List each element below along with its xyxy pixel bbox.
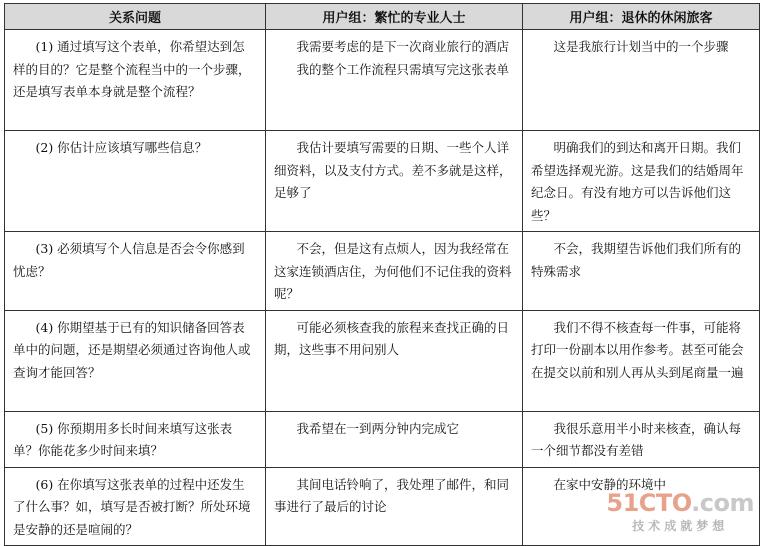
- busy-answer-cell: 我希望在一到两分钟内完成它: [266, 411, 523, 467]
- busy-answer-cell: 我需要考虑的是下一次商业旅行的酒店 我的整个工作流程只需填写完这张表单: [266, 30, 523, 131]
- header-busy-professional: 用户组：繁忙的专业人士: [266, 4, 523, 30]
- table-row: [5, 30, 760, 131]
- header-retired-traveler: 用户组：退休的休闲旅客: [523, 4, 760, 30]
- question-cell: (1) 通过填写这个表单，你希望达到怎样的目的？它是整个流程当中的一个步骤，还是填写表单本身就是整个流程？: [5, 30, 266, 131]
- table-row: [5, 131, 760, 232]
- busy-answer-cell: 可能必须核查我的旅程来查找正确的日期，这些事不用问别人: [266, 310, 523, 411]
- watermark-logo: [606, 491, 754, 515]
- table-row: [5, 310, 760, 411]
- retired-answer-cell: 明确我们的到达和离开日期。我们希望选择观光游。这是我们的结婚周年纪念日。有没有地方可以告诉他们这些？: [523, 131, 760, 232]
- busy-answer-cell: 其间电话铃响了，我处理了邮件，和同事进行了最后的讨论: [266, 467, 523, 546]
- watermark-logo-domain: .com: [691, 489, 754, 517]
- table-header-row: [5, 4, 760, 30]
- retired-answer-cell: 我很乐意用半小时来核查，确认每一个细节都没有差错: [523, 411, 760, 467]
- table-row: [5, 411, 760, 467]
- busy-answer-cell: 不会，但是这有点烦人，因为我经常在这家连锁酒店住，为何他们不记住我的资料呢？: [266, 232, 523, 311]
- watermark-tagline: 技术成就梦想: [632, 519, 729, 533]
- question-cell: (6) 在你填写这张表单的过程中还发生了什么事？如，填写是否被打断？所处环境是安静的还是喧闹的？: [5, 467, 266, 546]
- retired-answer-cell: 在家中安静的环境中: [523, 467, 760, 546]
- header-question: 关系问题: [5, 4, 266, 30]
- retired-answer-cell: 我们不得不核查每一件事，可能将打印一份副本以用作参考。甚至可能会在提交以前和别人再从头到尾商量一遍: [523, 310, 760, 411]
- table-row: [5, 232, 760, 311]
- requirements-table: [4, 3, 760, 546]
- watermark-logo-brand: 51CTO: [606, 489, 692, 517]
- site-watermark: [606, 491, 754, 534]
- question-cell: (5) 你预期用多长时间来填写这张表单？你能花多少时间来填？: [5, 411, 266, 467]
- retired-answer-cell: 不会，我期望告诉他们我们所有的特殊需求: [523, 232, 760, 311]
- retired-answer-cell: 这是我旅行计划当中的一个步骤: [523, 30, 760, 131]
- question-cell: (2) 你估计应该填写哪些信息？: [5, 131, 266, 232]
- question-cell: (4) 你期望基于已有的知识储备回答表单中的问题，还是期望必须通过咨询他人或查询才能回答？: [5, 310, 266, 411]
- question-cell: (3) 必须填写个人信息是否会令你感到忧虑？: [5, 232, 266, 311]
- busy-answer-cell: 我估计要填写需要的日期、一些个人详细资料，以及支付方式。差不多就是这样，足够了: [266, 131, 523, 232]
